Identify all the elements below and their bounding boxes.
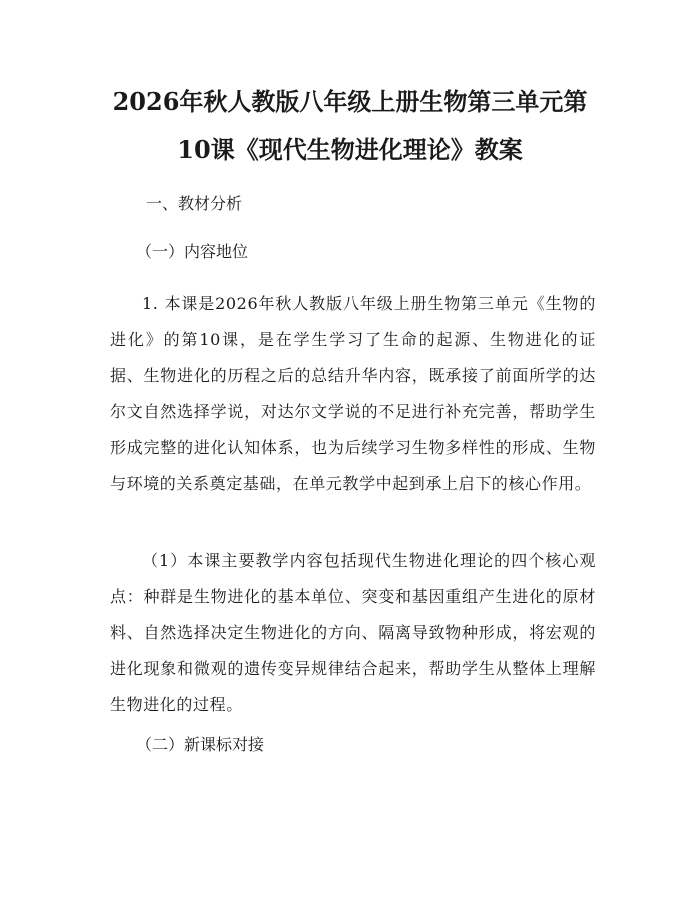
document-title-line-1: 2026年秋人教版八年级上册生物第三单元第 (112, 87, 588, 116)
section-heading-textbook-analysis: 一、教材分析 (146, 194, 243, 213)
paragraph-main-content: （1）本课主要教学内容包括现代生物进化理论的四个核心观点：种群是生物进化的基本单位、突变和基因重组产生进化的原材料、自然选择决定生物进化的方向、隔离导致物种形成，将宏观的进化现象和微观的遗传变异规律结合起来，帮助学生从整体上理解生物进化的过程。 (110, 551, 596, 714)
paragraph-lesson-position: 1. 本课是2026年秋人教版八年级上册生物第三单元《生物的进化》的第10课，是在学生学习了生命的起源、生物进化的证据、生物进化的历程之后的总结升华内容，既承接了前面所学的达尔文自然选择学说，对达尔文学说的不足进行补充完善，帮助学生形成完整的进化认知体系，也为后续学习生物多样性的形成、生物与环境的关系奠定基础，在单元教学中起到承上启下的核心作用。 (110, 294, 596, 493)
subsection-heading-content-position: （一）内容地位 (136, 242, 249, 261)
document-title-line-2: 10课《现代生物进化理论》教案 (177, 135, 523, 164)
subsection-heading-new-curriculum: （二）新课标对接 (136, 735, 265, 754)
